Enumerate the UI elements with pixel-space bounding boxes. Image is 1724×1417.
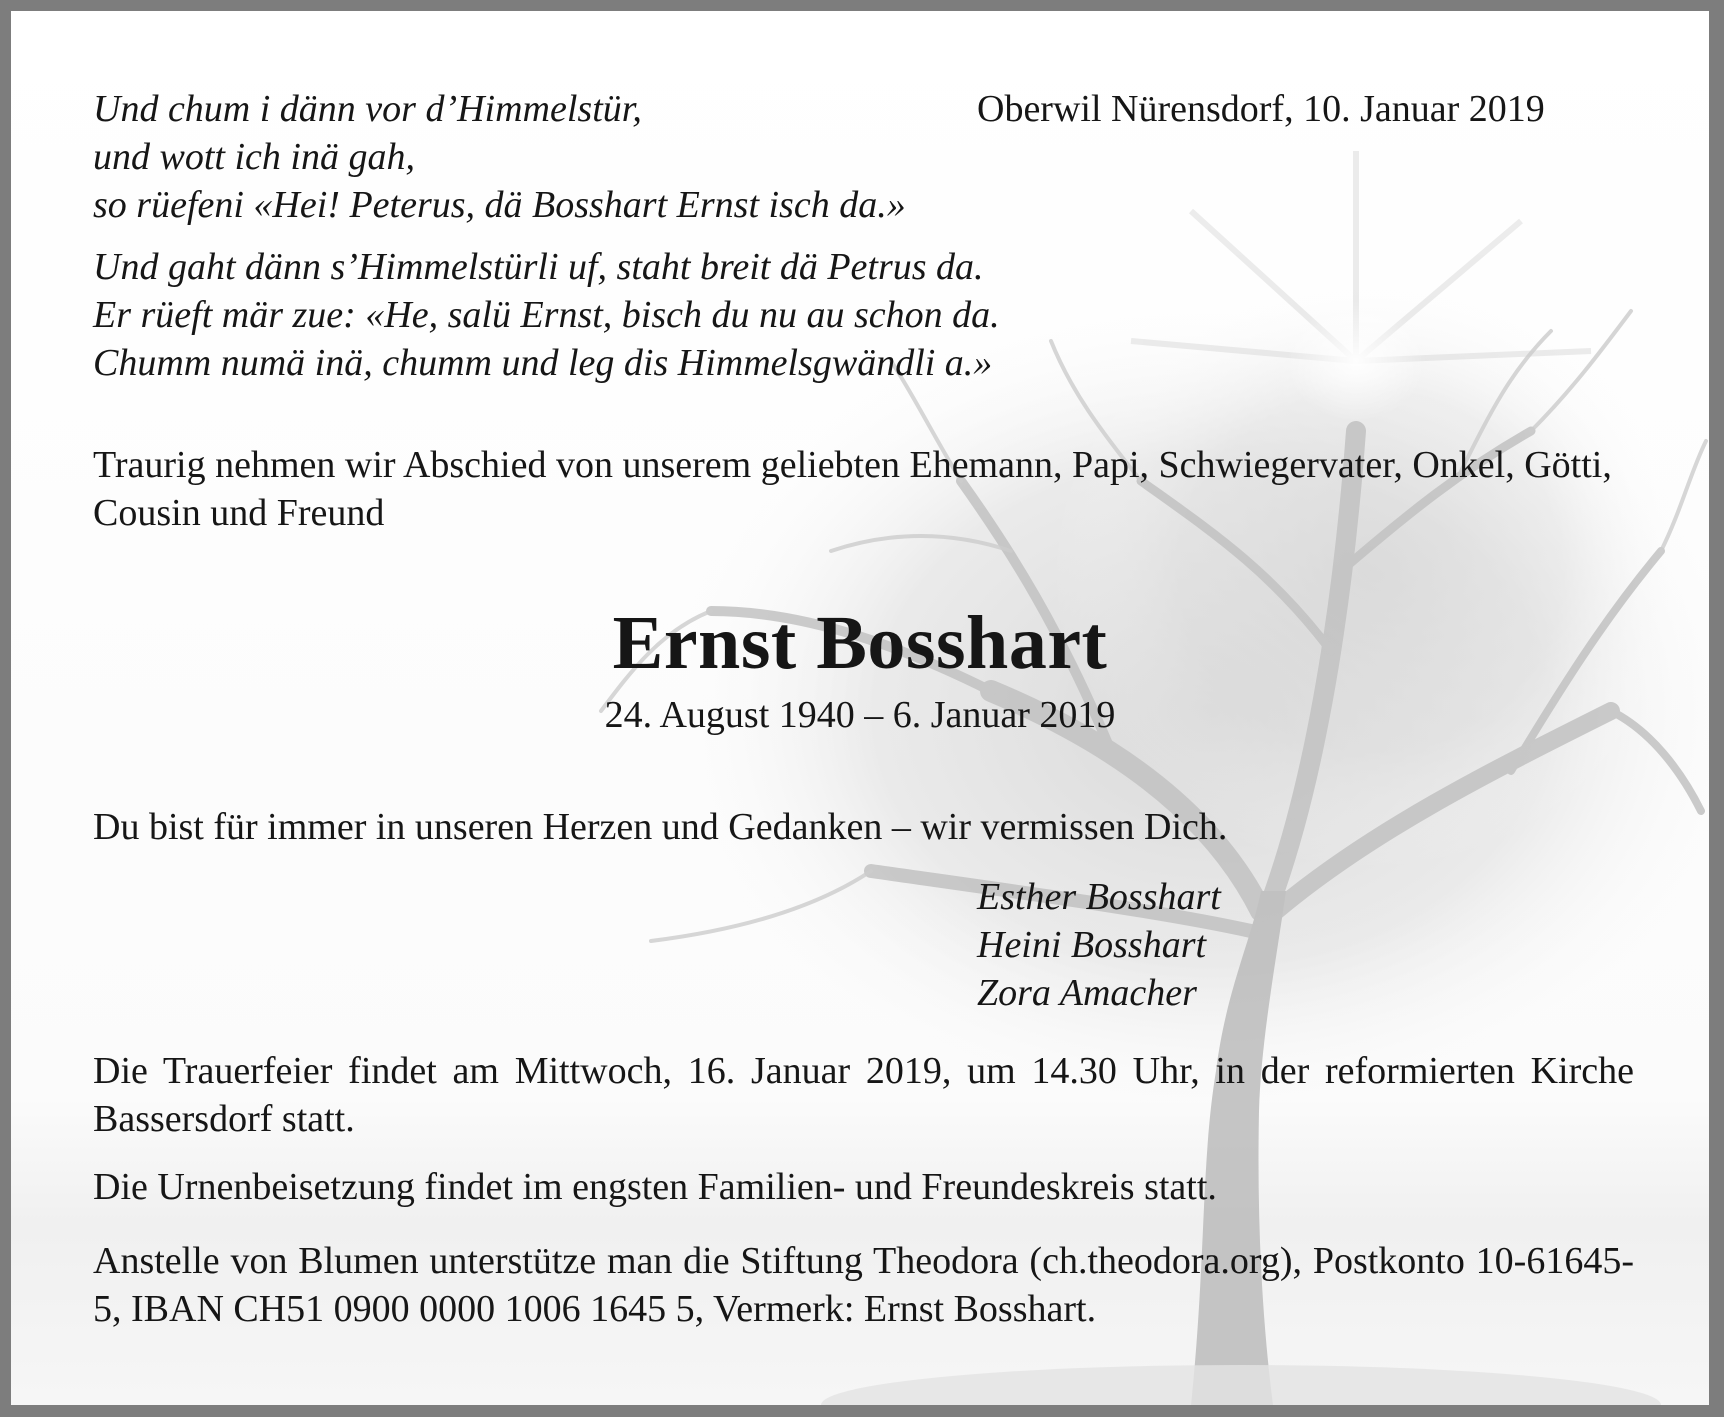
donation-notice: Anstelle von Blumen unterstütze man die Stiftung Theodora (ch.theodora.org), Postkonto 10-61645-5, IBAN CH51 0900 0000 1006 1645 5, Vermerk: Ernst Bosshart. [93, 1240, 1634, 1330]
signer-name: Esther Bosshart [977, 876, 1221, 918]
verse-line: so rüefeni «Hei! Peterus, dä Bosshart Ernst isch da.» [93, 184, 906, 226]
intro-text: Traurig nehmen wir Abschied von unserem geliebten Ehemann, Papi, Schwiegervater, Onkel, Götti, Cousin und Freund [93, 444, 1612, 534]
place-and-date: Oberwil Nürensdorf, 10. Januar 2019 [977, 88, 1545, 130]
verse-line: Und gaht dänn s’Himmelstürli uf, staht breit dä Petrus da. [93, 246, 984, 288]
signer-name: Zora Amacher [977, 972, 1197, 1014]
farewell-text: Du bist für immer in unseren Herzen und Gedanken – wir vermissen Dich. [93, 806, 1228, 848]
ceremony-notice: Die Trauerfeier findet am Mittwoch, 16. Januar 2019, um 14.30 Uhr, in der reformierten Kirche Bassersdorf statt. [93, 1050, 1634, 1140]
verse-line: Chumm numä inä, chumm und leg dis Himmelsgwändli a.» [93, 342, 993, 384]
verse-line: Er rüeft mär zue: «He, salü Ernst, bisch du nu au schon da. [93, 294, 1000, 336]
verse-line: Und chum i dänn vor d’Himmelstür, [93, 88, 642, 130]
obituary-content [11, 11, 1709, 1405]
deceased-name: Ernst Bosshart [612, 601, 1108, 685]
verse-line: und wott ich inä gah, [93, 136, 415, 178]
urn-burial-notice: Die Urnenbeisetzung findet im engsten Familien- und Freundeskreis statt. [93, 1166, 1217, 1208]
signer-name: Heini Bosshart [977, 924, 1207, 966]
obituary-card [11, 11, 1709, 1405]
life-dates: 24. August 1940 – 6. Januar 2019 [604, 694, 1116, 736]
verse-stanza-1 [93, 85, 906, 229]
verse-stanza-2 [93, 243, 1000, 387]
signers-list [977, 873, 1221, 1017]
